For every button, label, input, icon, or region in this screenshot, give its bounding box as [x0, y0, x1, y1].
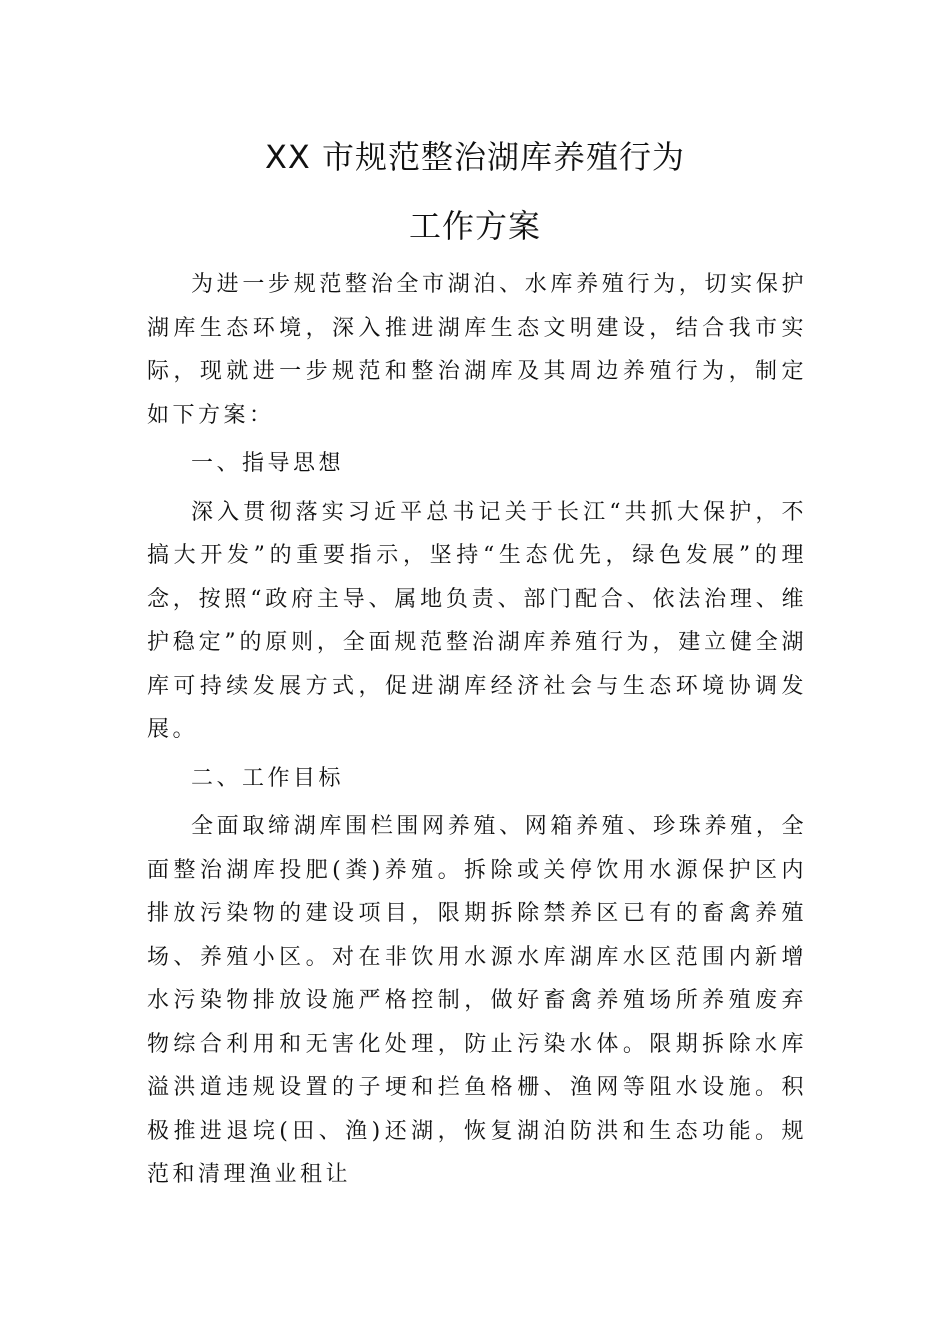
paragraph-intro: 为进一步规范整治全市湖泊、水库养殖行为，切实保护湖库生态环境，深入推进湖库生态文明建设，结合我市实际，现就进一步规范和整治湖库及其周边养殖行为，制定如下方案：	[147, 272, 807, 428]
paragraph-work-goals: 全面取缔湖库围栏围网养殖、网箱养殖、珍珠养殖，全面整治湖库投肥(粪)养殖。拆除或关停饮用水源保护区内排放污染物的建设项目，限期拆除禁养区已有的畜禽养殖场、养殖小区。对在非饮用水源水库湖库水区范围内新增水污染物排放设施严格控制，做好畜禽养殖场所养殖废弃物综合利用和无害化处理，防止污染水体。限期拆除水库溢洪道违规设置的子埂和拦鱼格栅、渔网等阻水设施。积极推进退垸(田、渔)还湖，恢复湖泊防洪和生态功能。规范和清理渔业租让	[147, 814, 807, 1187]
section-heading-guiding-thought: 一、指导思想	[191, 451, 345, 476]
document-body	[147, 263, 807, 1202]
document-title-line-1: XX 市规范整治湖库养殖行为	[264, 138, 686, 176]
paragraph-guiding-thought: 深入贯彻落实习近平总书记关于长江“共抓大保护，不搞大开发”的重要指示，坚持“生态优先，绿色发展”的理念，按照“政府主导、属地负责、部门配合、依法治理、维护稳定”的原则，全面规范整治湖库养殖行为，建立健全湖库可持续发展方式，促进湖库经济社会与生态环境协调发展。	[147, 499, 807, 742]
document-title-line-2: 工作方案	[408, 207, 541, 245]
section-heading-work-goals: 二、工作目标	[191, 765, 345, 791]
